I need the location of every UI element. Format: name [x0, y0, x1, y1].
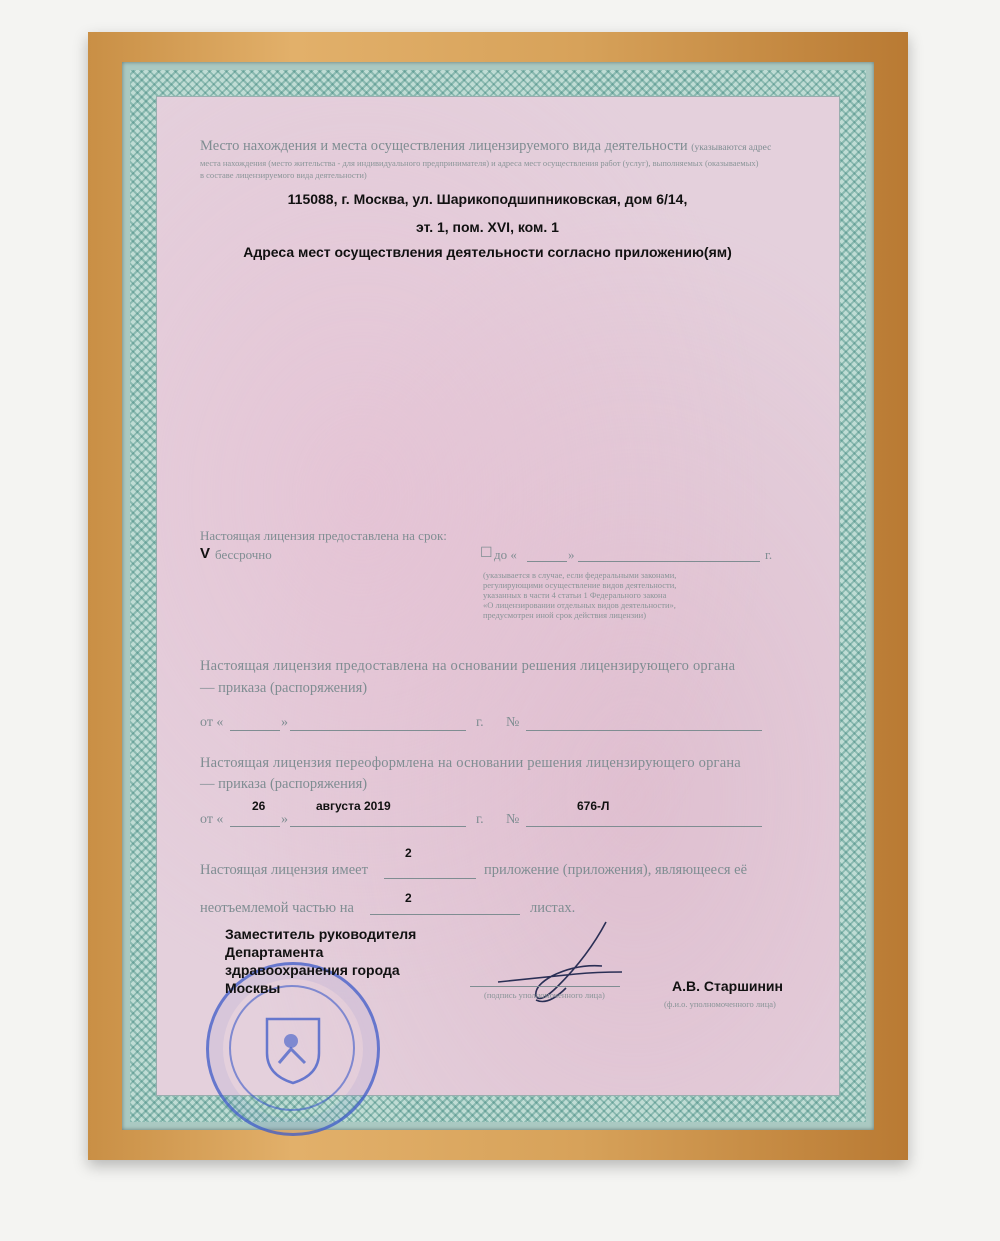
until-day-line	[527, 561, 567, 562]
location-note-line-2: места нахождения (место жительства - для индивидуального предпринимателя) и адреса мест осуществления работ (услуг), выполняемых (оказываемых)	[200, 158, 759, 168]
appendix-count-line	[384, 878, 476, 879]
reissued-quote-close: »	[281, 812, 288, 827]
appendix-line-1-prefix: Настоящая лицензия имеет	[200, 862, 368, 878]
until-date-line	[578, 561, 760, 562]
reissued-year-suffix: г.	[476, 812, 484, 827]
term-title: Настоящая лицензия предоставлена на срок:	[200, 528, 447, 543]
appendix-line-2-prefix: неотъемлемой частью на	[200, 900, 354, 916]
granted-number-label: №	[506, 715, 520, 730]
until-label: до «	[494, 547, 517, 562]
term-note-3: указанных в части 4 статьи 1 Федерального закона	[483, 590, 667, 600]
signatory-name: А.В. Старшинин	[672, 978, 783, 994]
reissued-month-year: августа 2019	[316, 799, 391, 813]
reissued-day: 26	[252, 799, 266, 813]
appendix-line-1-suffix: приложение (приложения), являющееся её	[484, 862, 748, 878]
signatory-position-2: Департамента	[225, 944, 324, 960]
term-note-4: «О лицензировании отдельных видов деятельности»,	[483, 600, 676, 610]
term-note-2: регулирующими осуществление видов деятельности,	[483, 580, 677, 590]
until-quote-close: »	[568, 547, 575, 562]
appendix-sheets-line	[370, 914, 520, 915]
granted-line-1: Настоящая лицензия предоставлена на основании решения лицензирующего органа	[200, 658, 736, 674]
until-year-suffix: г.	[765, 547, 773, 562]
granted-number-line	[526, 730, 762, 731]
coat-of-arms-icon	[261, 1013, 325, 1085]
appendix-line-2-suffix: листах.	[530, 900, 576, 916]
until-checkbox: ☐	[480, 546, 493, 561]
term-note-1: (указывается в случае, если федеральными законами,	[483, 570, 677, 580]
address-line-1: 115088, г. Москва, ул. Шарикоподшипниковская, дом 6/14,	[287, 191, 688, 207]
signature-icon	[496, 916, 626, 1016]
granted-day-line	[230, 730, 280, 731]
reissued-date-line	[290, 826, 466, 827]
granted-from-label: от «	[200, 715, 224, 730]
reissued-number-label: №	[506, 812, 520, 827]
signatory-position-3: здравоохранения города	[225, 962, 400, 978]
signature-caption: (подпись уполномоченного лица)	[484, 990, 605, 1000]
location-note-line-3: в составе лицензируемого вида деятельности)	[200, 170, 367, 180]
signature-line	[470, 986, 620, 987]
appendix-count: 2	[405, 846, 412, 860]
signatory-position-1: Заместитель руководителя	[225, 926, 417, 942]
reissued-from-label: от «	[200, 812, 224, 827]
address-line-3: Адреса мест осуществления деятельности согласно приложению(ям)	[243, 244, 732, 260]
location-label-main: Место нахождения и места осуществления лицензируемого вида деятельности	[200, 138, 688, 154]
appendix-sheets: 2	[405, 891, 412, 905]
granted-year-suffix: г.	[476, 715, 484, 730]
location-label-note: (указываются адрес	[691, 143, 772, 153]
signatory-position-4: Москвы	[225, 980, 281, 996]
signatory-name-caption: (ф.и.о. уполномоченного лица)	[664, 999, 776, 1009]
address-line-2: эт. 1, пом. XVI, ком. 1	[416, 219, 559, 235]
reissued-line-1: Настоящая лицензия переоформлена на основании решения лицензирующего органа	[200, 755, 741, 771]
term-note-5: предусмотрен иной срок действия лицензии)	[483, 610, 647, 620]
reissued-line-2: — приказа (распоряжения)	[200, 776, 368, 792]
reissued-number: 676-Л	[577, 799, 610, 813]
term-unlimited: бессрочно	[215, 547, 272, 562]
reissued-day-line	[230, 826, 280, 827]
location-label	[200, 138, 771, 155]
granted-quote-close: »	[281, 715, 288, 730]
granted-line-2: — приказа (распоряжения)	[200, 680, 368, 696]
reissued-number-line	[526, 826, 762, 827]
check-mark: V	[200, 545, 211, 562]
granted-date-line	[290, 730, 466, 731]
